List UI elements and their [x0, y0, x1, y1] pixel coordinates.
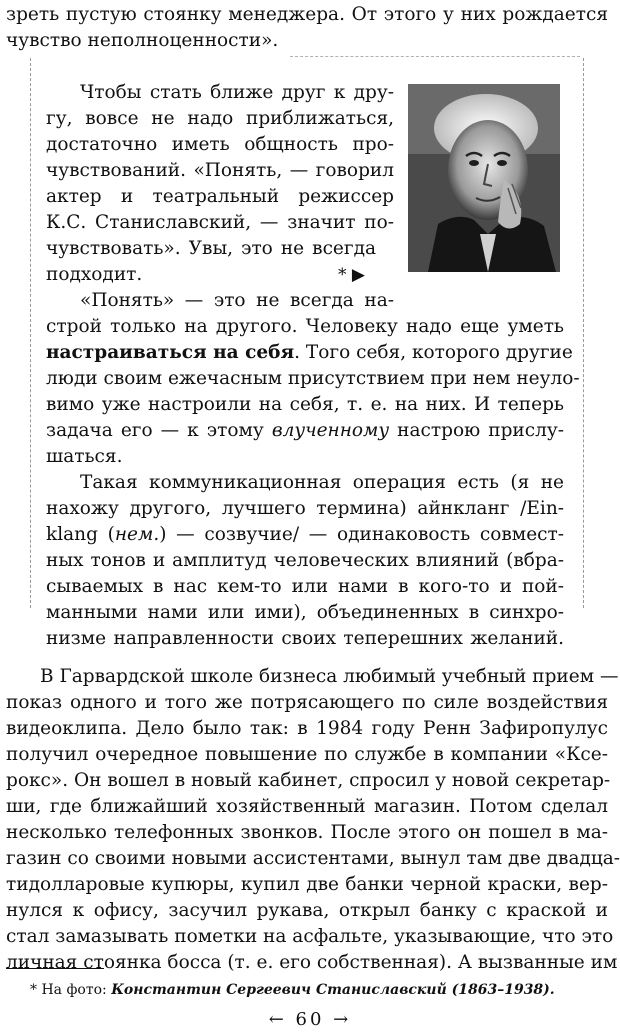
box-line: строй только на другого. Человеку надо еще уметь: [46, 316, 564, 337]
box-line: «Понять» — это не всегда на-: [80, 290, 394, 311]
box-line: чувствований. «Понять, — говорил: [46, 160, 394, 181]
box-line: люди своим ежечасным присутствием при нем неуло-: [46, 368, 580, 389]
body-line: ши, где ближайший хозяйственный магазин. Потом сделал: [6, 796, 608, 817]
intro-line: чувство неполноценности».: [6, 30, 279, 51]
footnote-prefix: * На фото:: [30, 982, 112, 998]
box-line: вимо уже настроили на себя, т. е. на них. И теперь: [46, 394, 564, 415]
box-line: манными нами или ими), объединенных в синхро-: [46, 602, 564, 623]
portrait-illustration: [408, 84, 560, 272]
body-line: видеоклипа. Дело было так: в 1984 году Ренн Зафиропулус: [6, 718, 608, 739]
box-line: настраиваться на себя. Того себя, которого другие: [46, 342, 573, 363]
box-line: подходит.: [46, 264, 143, 285]
box-line: актер и театральный режиссер: [46, 186, 394, 207]
footnote-marker: * ▶: [338, 265, 365, 285]
box-line: сываемых в нас кем-то или нами в кого-то и пой-: [46, 576, 564, 597]
body-line: рокс». Он вошел в новый кабинет, спросил у новой секретар-: [6, 770, 611, 791]
box-line: низме направленности своих теперешних желаний.: [46, 628, 564, 649]
box-line: нахожу другого, лучшего термина) айнкланг /Ein-: [46, 498, 564, 519]
box-line: достаточно иметь общность про-: [46, 134, 394, 155]
body-line: личная стоянка босса (т. е. его собственная). А вызванные им: [6, 952, 618, 973]
box-line: klang (нем.) — созвучие/ — одинаковость совмест-: [46, 524, 564, 545]
box-line: Такая коммуникационная операция есть (я не: [80, 472, 564, 493]
body-line: показ одного и того же потрясающего по силе воздействия: [6, 692, 608, 713]
body-line: стал замазывать пометки на асфальте, указывающие, что это: [6, 926, 614, 947]
box-line: задача его — к этому влученному настрою прислу-: [46, 420, 564, 441]
box-line: шаться.: [46, 446, 123, 467]
box-divider: [290, 56, 580, 57]
body-line: получил очередное повышение по службе в компании «Ксе-: [6, 744, 608, 765]
page-number: ← 60 →: [268, 1009, 352, 1030]
box-line: гу, вовсе не надо приближаться,: [46, 108, 394, 129]
footnote: [30, 980, 610, 1000]
box-line: К.С. Станиславский, — значит по-: [46, 212, 394, 233]
body-line: тидолларовые купюры, купил две банки черной краски, вер-: [6, 874, 608, 895]
portrait-photo: [408, 84, 560, 272]
footnote-name: Константин Сергеевич Станиславский (1863–1938).: [111, 982, 555, 998]
body-line: несколько телефонных звонков. После этого он пошел в ма-: [6, 822, 608, 843]
body-line: нулся к офису, засучил рукава, открыл банку с краской и: [6, 900, 608, 921]
intro-line: зреть пустую стоянку менеджера. От этого у них рождается: [6, 4, 608, 25]
box-line: ных тонов и амплитуд человеческих влияний (вбра-: [46, 550, 564, 571]
box-line: чувствовать». Увы, это не всегда: [46, 238, 376, 259]
body-line: газин со своими новыми ассистентами, вынул там две двадца-: [6, 848, 620, 869]
body-line: В Гарвардской школе бизнеса любимый учебный прием —: [40, 666, 619, 687]
box-line: Чтобы стать ближе друг к дру-: [80, 82, 394, 103]
